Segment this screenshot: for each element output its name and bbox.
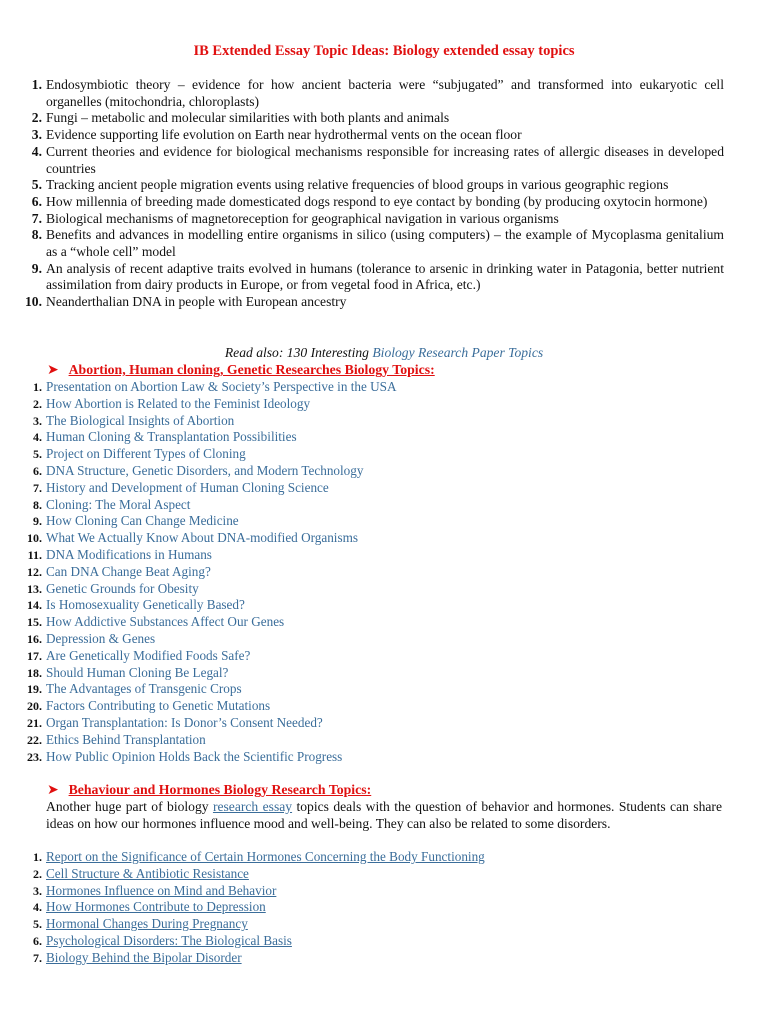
topic-link[interactable]: Psychological Disorders: The Biological Basis [46, 932, 292, 948]
item-number: 1. [33, 380, 42, 394]
item-number: 2. [31, 110, 42, 126]
topic-link[interactable]: The Advantages of Transgenic Crops [46, 681, 242, 697]
list-item [16, 597, 724, 614]
intro-text-before: Another huge part of biology [46, 799, 213, 814]
list-item [16, 497, 724, 514]
item-text: Biological mechanisms of magnetoreception for geographical navigation in various organisms [46, 210, 559, 226]
item-number: 5. [31, 177, 42, 193]
list-item [16, 177, 724, 194]
list-item [16, 899, 724, 916]
read-also-line [0, 345, 768, 361]
list-item [16, 261, 724, 294]
item-number: 2. [33, 866, 42, 881]
topic-link[interactable]: Ethics Behind Transplantation [46, 731, 206, 747]
topic-link[interactable]: The Biological Insights of Abortion [46, 412, 235, 428]
item-text: Current theories and evidence for biological mechanisms responsible for increasing rates of allergic diseases in developed countries [46, 143, 724, 176]
list-item [16, 698, 724, 715]
topic-link[interactable]: How Hormones Contribute to Depression [46, 899, 266, 915]
topic-link[interactable]: How Cloning Can Change Medicine [46, 513, 239, 529]
list-item [16, 681, 724, 698]
list-item [16, 127, 724, 144]
hormone-topic-list [16, 849, 724, 967]
topic-link[interactable]: Depression & Genes [46, 630, 156, 646]
topic-link[interactable]: Cloning: The Moral Aspect [46, 496, 191, 512]
topic-link[interactable]: How Addictive Substances Affect Our Genes [46, 614, 285, 630]
item-number: 9. [33, 514, 42, 529]
list-item [16, 396, 724, 413]
list-item [16, 110, 724, 127]
item-text: How millennia of breeding made domesticated dogs respond to eye contact by bonding (by producing oxytocin hormone) [46, 193, 708, 209]
item-number: 7. [33, 480, 42, 495]
list-item [16, 849, 724, 866]
list-item [16, 227, 724, 260]
item-number: 11. [27, 547, 42, 562]
item-number: 8. [33, 497, 42, 512]
item-number: 16. [27, 631, 42, 646]
item-number: 4. [33, 430, 42, 445]
item-number: 9. [31, 260, 42, 276]
item-number: 20. [27, 699, 42, 714]
list-item [16, 429, 724, 446]
item-text: Endosymbiotic theory – evidence for how ancient bacteria were “subjugated” and transformed into eukaryotic cell organelles (mitochondria, chloroplasts) [46, 77, 724, 109]
list-item [16, 463, 724, 480]
section-heading-hormones [47, 782, 371, 798]
list-item [16, 581, 724, 598]
item-number: 17. [27, 648, 42, 663]
item-number: 1. [31, 77, 42, 92]
list-item [16, 732, 724, 749]
item-number: 3. [33, 413, 42, 428]
item-number: 14. [27, 598, 42, 613]
item-text: Fungi – metabolic and molecular similarities with both plants and animals [46, 110, 450, 126]
item-number: 6. [31, 193, 42, 209]
item-number: 6. [33, 933, 42, 948]
list-item [16, 648, 724, 665]
research-essay-link[interactable]: research essay [212, 799, 293, 814]
list-item [16, 564, 724, 581]
arrow-bullet-icon: ➤ [47, 362, 59, 377]
list-item [16, 480, 724, 497]
item-number: 10. [25, 294, 42, 310]
list-item [16, 950, 724, 967]
read-also-prefix: Read also: 130 Interesting [224, 345, 373, 360]
item-number: 6. [33, 463, 42, 478]
list-item [16, 883, 724, 900]
list-item [16, 379, 724, 396]
item-number: 3. [31, 127, 42, 143]
list-item [16, 933, 724, 950]
page-title: IB Extended Essay Topic Ideas: Biology extended essay topics [193, 43, 575, 59]
list-item [16, 715, 724, 732]
item-number: 7. [33, 950, 42, 965]
topic-link[interactable]: Organ Transplantation: Is Donor’s Consent Needed? [46, 714, 323, 730]
topic-link[interactable]: Can DNA Change Beat Aging? [46, 563, 211, 579]
section-heading-label: Abortion, Human cloning, Genetic Researches Biology Topics: [68, 362, 435, 377]
list-item [16, 916, 724, 933]
topic-link[interactable]: Are Genetically Modified Foods Safe? [46, 647, 251, 663]
item-number: 22. [27, 732, 42, 747]
hormones-intro-paragraph [46, 799, 722, 832]
item-number: 23. [27, 749, 42, 764]
list-item [16, 665, 724, 682]
topic-link[interactable]: Report on the Significance of Certain Hormones Concerning the Body Functioning [46, 849, 485, 864]
topic-link[interactable]: Is Homosexuality Genetically Based? [46, 597, 245, 613]
item-number: 15. [27, 615, 42, 630]
item-number: 4. [33, 900, 42, 915]
list-item [16, 547, 724, 564]
research-paper-topics-link[interactable]: Biology Research Paper Topics [372, 345, 544, 360]
item-text: Evidence supporting life evolution on Earth near hydrothermal vents on the ocean floor [46, 127, 522, 143]
ib-topic-list [16, 77, 724, 311]
topic-link[interactable]: How Abortion is Related to the Feminist Ideology [46, 395, 311, 411]
item-text: Neanderthalian DNA in people with European ancestry [46, 294, 347, 310]
item-text: An analysis of recent adaptive traits evolved in humans (tolerance to arsenic in drinking water in Patagonia, better nutrient assimilation from dairy products in Europe, or from vegetal food in Africa, etc.) [46, 260, 724, 293]
item-text: Tracking ancient people migration events using relative frequencies of blood groups in various geographic regions [46, 177, 669, 193]
section-heading-label: Behaviour and Hormones Biology Research Topics: [68, 782, 372, 797]
list-item [16, 77, 724, 110]
item-number: 5. [33, 917, 42, 932]
item-number: 3. [33, 883, 42, 898]
list-item [16, 631, 724, 648]
topic-link[interactable]: Presentation on Abortion Law & Society’s Perspective in the USA [46, 379, 397, 394]
item-text: Benefits and advances in modelling entire organisms in silico (using computers) – the example of Mycoplasma genitalium as a “whole cell” model [46, 227, 724, 260]
topic-link[interactable]: Factors Contributing to Genetic Mutations [46, 698, 271, 714]
list-item [16, 413, 724, 430]
item-number: 1. [33, 850, 42, 864]
item-number: 2. [33, 396, 42, 411]
abortion-topic-list [16, 379, 724, 765]
list-item [16, 446, 724, 463]
topic-link[interactable]: Hormones Influence on Mind and Behavior [46, 882, 277, 898]
topic-link[interactable]: History and Development of Human Cloning Science [46, 479, 329, 495]
topic-link[interactable]: Hormonal Changes During Pregnancy [46, 916, 248, 932]
topic-link[interactable]: Genetic Grounds for Obesity [46, 580, 199, 596]
topic-link[interactable]: Cell Structure & Antibiotic Resistance [46, 865, 249, 881]
list-item [16, 294, 724, 311]
list-item [16, 194, 724, 211]
list-item [16, 866, 724, 883]
topic-link[interactable]: DNA Modifications in Humans [46, 546, 212, 562]
topic-link[interactable]: How Public Opinion Holds Back the Scientific Progress [46, 748, 343, 764]
item-number: 4. [31, 143, 42, 159]
topic-link[interactable]: Project on Different Types of Cloning [46, 446, 246, 462]
item-number: 8. [31, 227, 42, 243]
list-item [16, 614, 724, 631]
item-number: 7. [31, 210, 42, 226]
item-number: 12. [27, 564, 42, 579]
topic-link[interactable]: Human Cloning & Transplantation Possibilities [46, 429, 297, 445]
topic-link[interactable]: What We Actually Know About DNA-modified Organisms [46, 530, 358, 546]
item-number: 13. [27, 581, 42, 596]
list-item [16, 211, 724, 228]
topic-link[interactable]: Should Human Cloning Be Legal? [46, 664, 229, 680]
intro-text-after: topics deals with the question of behavior and hormones. Students can share ideas on how our hormones influence mood and well-being. They can also be related to some disorders. [46, 799, 722, 831]
topic-link[interactable]: Biology Behind the Bipolar Disorder [46, 949, 242, 965]
list-item [16, 513, 724, 530]
topic-link[interactable]: DNA Structure, Genetic Disorders, and Modern Technology [46, 462, 364, 478]
item-number: 21. [27, 715, 42, 730]
arrow-bullet-icon: ➤ [47, 782, 59, 797]
item-number: 5. [33, 447, 42, 462]
list-item [16, 530, 724, 547]
list-item [16, 749, 724, 766]
section-heading-abortion [47, 362, 435, 378]
item-number: 10. [27, 531, 42, 546]
list-item [16, 144, 724, 177]
item-number: 19. [27, 682, 42, 697]
item-number: 18. [27, 665, 42, 680]
